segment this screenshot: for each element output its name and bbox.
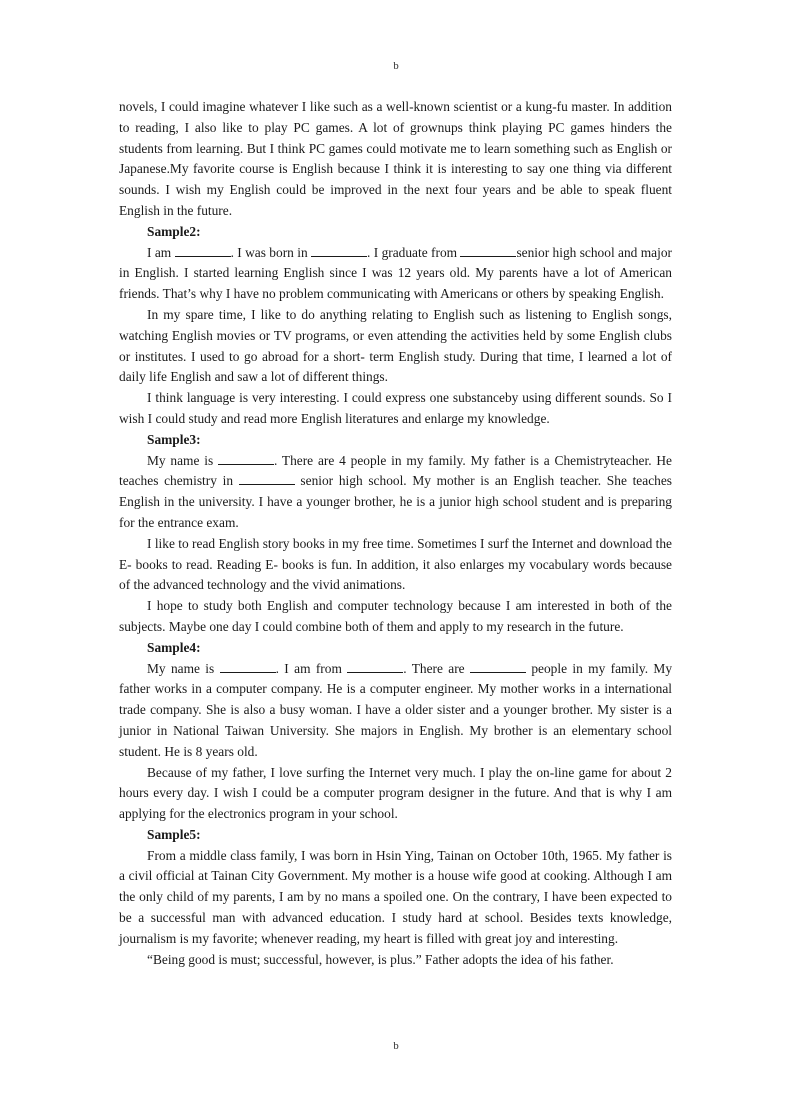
sample4-heading: Sample4: [147,639,201,655]
sample2-paragraph-1: I am . I was born in . I graduate from senior high school and major in English. I started learning English since I was 12 years old. My parents have a lot of American friends. That’s why I have no problem communicating with Americans or others by speaking English. [119,244,672,302]
sample3-paragraph-3: I hope to study both English and computer technology because I am interested in both of the subjects. Maybe one day I could combine both of them and apply to my research in the future. [119,598,672,634]
sample5-paragraph-2: “Being good is must; successful, however, is plus.” Father adopts the idea of his father. [147,951,614,967]
fill-in-blank [470,661,526,673]
fill-in-blank [347,661,403,673]
sample3-heading: Sample3: [147,431,201,447]
sample4-paragraph-2: Because of my father, I love surfing the Internet very much. I play the on-line game for about 2 hours every day. I wish I could be a computer program designer in the future. And that is why I am applying for the electronics program in your school. [119,764,672,822]
sample2-paragraph-2: In my spare time, I like to do anything relating to English such as listening to English songs, watching English movies or TV programs, or even attending the activities held by some English clubs or institutes. I used to go abroad for a short- term English study. During that time, I learned a lot of daily life English and saw a lot of different things. [119,306,672,385]
fill-in-blank [218,453,274,465]
sample2-heading: Sample2: [147,223,201,239]
sample5-paragraph-1: From a middle class family, I was born in Hsin Ying, Tainan on October 10th, 1965. My father is a civil official at Tainan City Government. My mother is a house wife good at cooking. Although I am the only child of my parents, I am by no mans a spoiled one. On the contrary, I have been expected to be a successful man with advanced education. I study hard at school. Besides texts knowledge, journalism is my favorite; whenever reading, my heart is filled with great joy and interesting. [119,847,672,946]
fill-in-blank [311,245,367,257]
sample4-paragraph-1: My name is . I am from . There are people in my family. My father works in a computer company. He is a computer engineer. My mother works in a international trade company. She is also a busy woman. I have a older sister and a younger brother. My sister is a junior in National Taiwan University. She majors in English. My brother is an elementary school student. He is 8 years old. [119,660,673,759]
document-body [119,97,672,970]
fill-in-blank [175,245,231,257]
sample3-paragraph-1: My name is . There are 4 people in my family. My father is a Chemistryteacher. He teaches chemistry in senior high school. My mother is an English teacher. She teaches English in the university. I have a younger brother, he is a junior high school student and is preparing for the entrance exam. [119,452,672,530]
fill-in-blank [239,473,295,485]
sample5-heading: Sample5: [147,826,201,842]
sample2-paragraph-3: I think language is very interesting. I could express one substanceby using different sounds. So I wish I could study and read more English literatures and enlarge my knowledge. [119,390,672,426]
fill-in-blank [460,245,516,257]
intro-paragraph: novels, I could imagine whatever I like such as a well-known scientist or a kung-fu master. In addition to reading, I also like to play PC games. A lot of grownups think playing PC games hinders the students from learning. But I think PC games could motivate me to learn something such as English or Japanese.My favorite course is English because I think it is interesting to say one thing via different sounds. I wish my English could be improved in the next four years and be able to speak fluent English in the future. [119,99,672,218]
page-footer-mark: b [393,1040,399,1052]
fill-in-blank [220,661,276,673]
sample3-paragraph-2: I like to read English story books in my free time. Sometimes I surf the Internet and download the E- books to read. Reading E- books is fun. In addition, it also enlarges my vocabulary words because of the advanced technology and the vivid animations. [119,535,672,593]
page-header-mark: b [393,60,399,72]
